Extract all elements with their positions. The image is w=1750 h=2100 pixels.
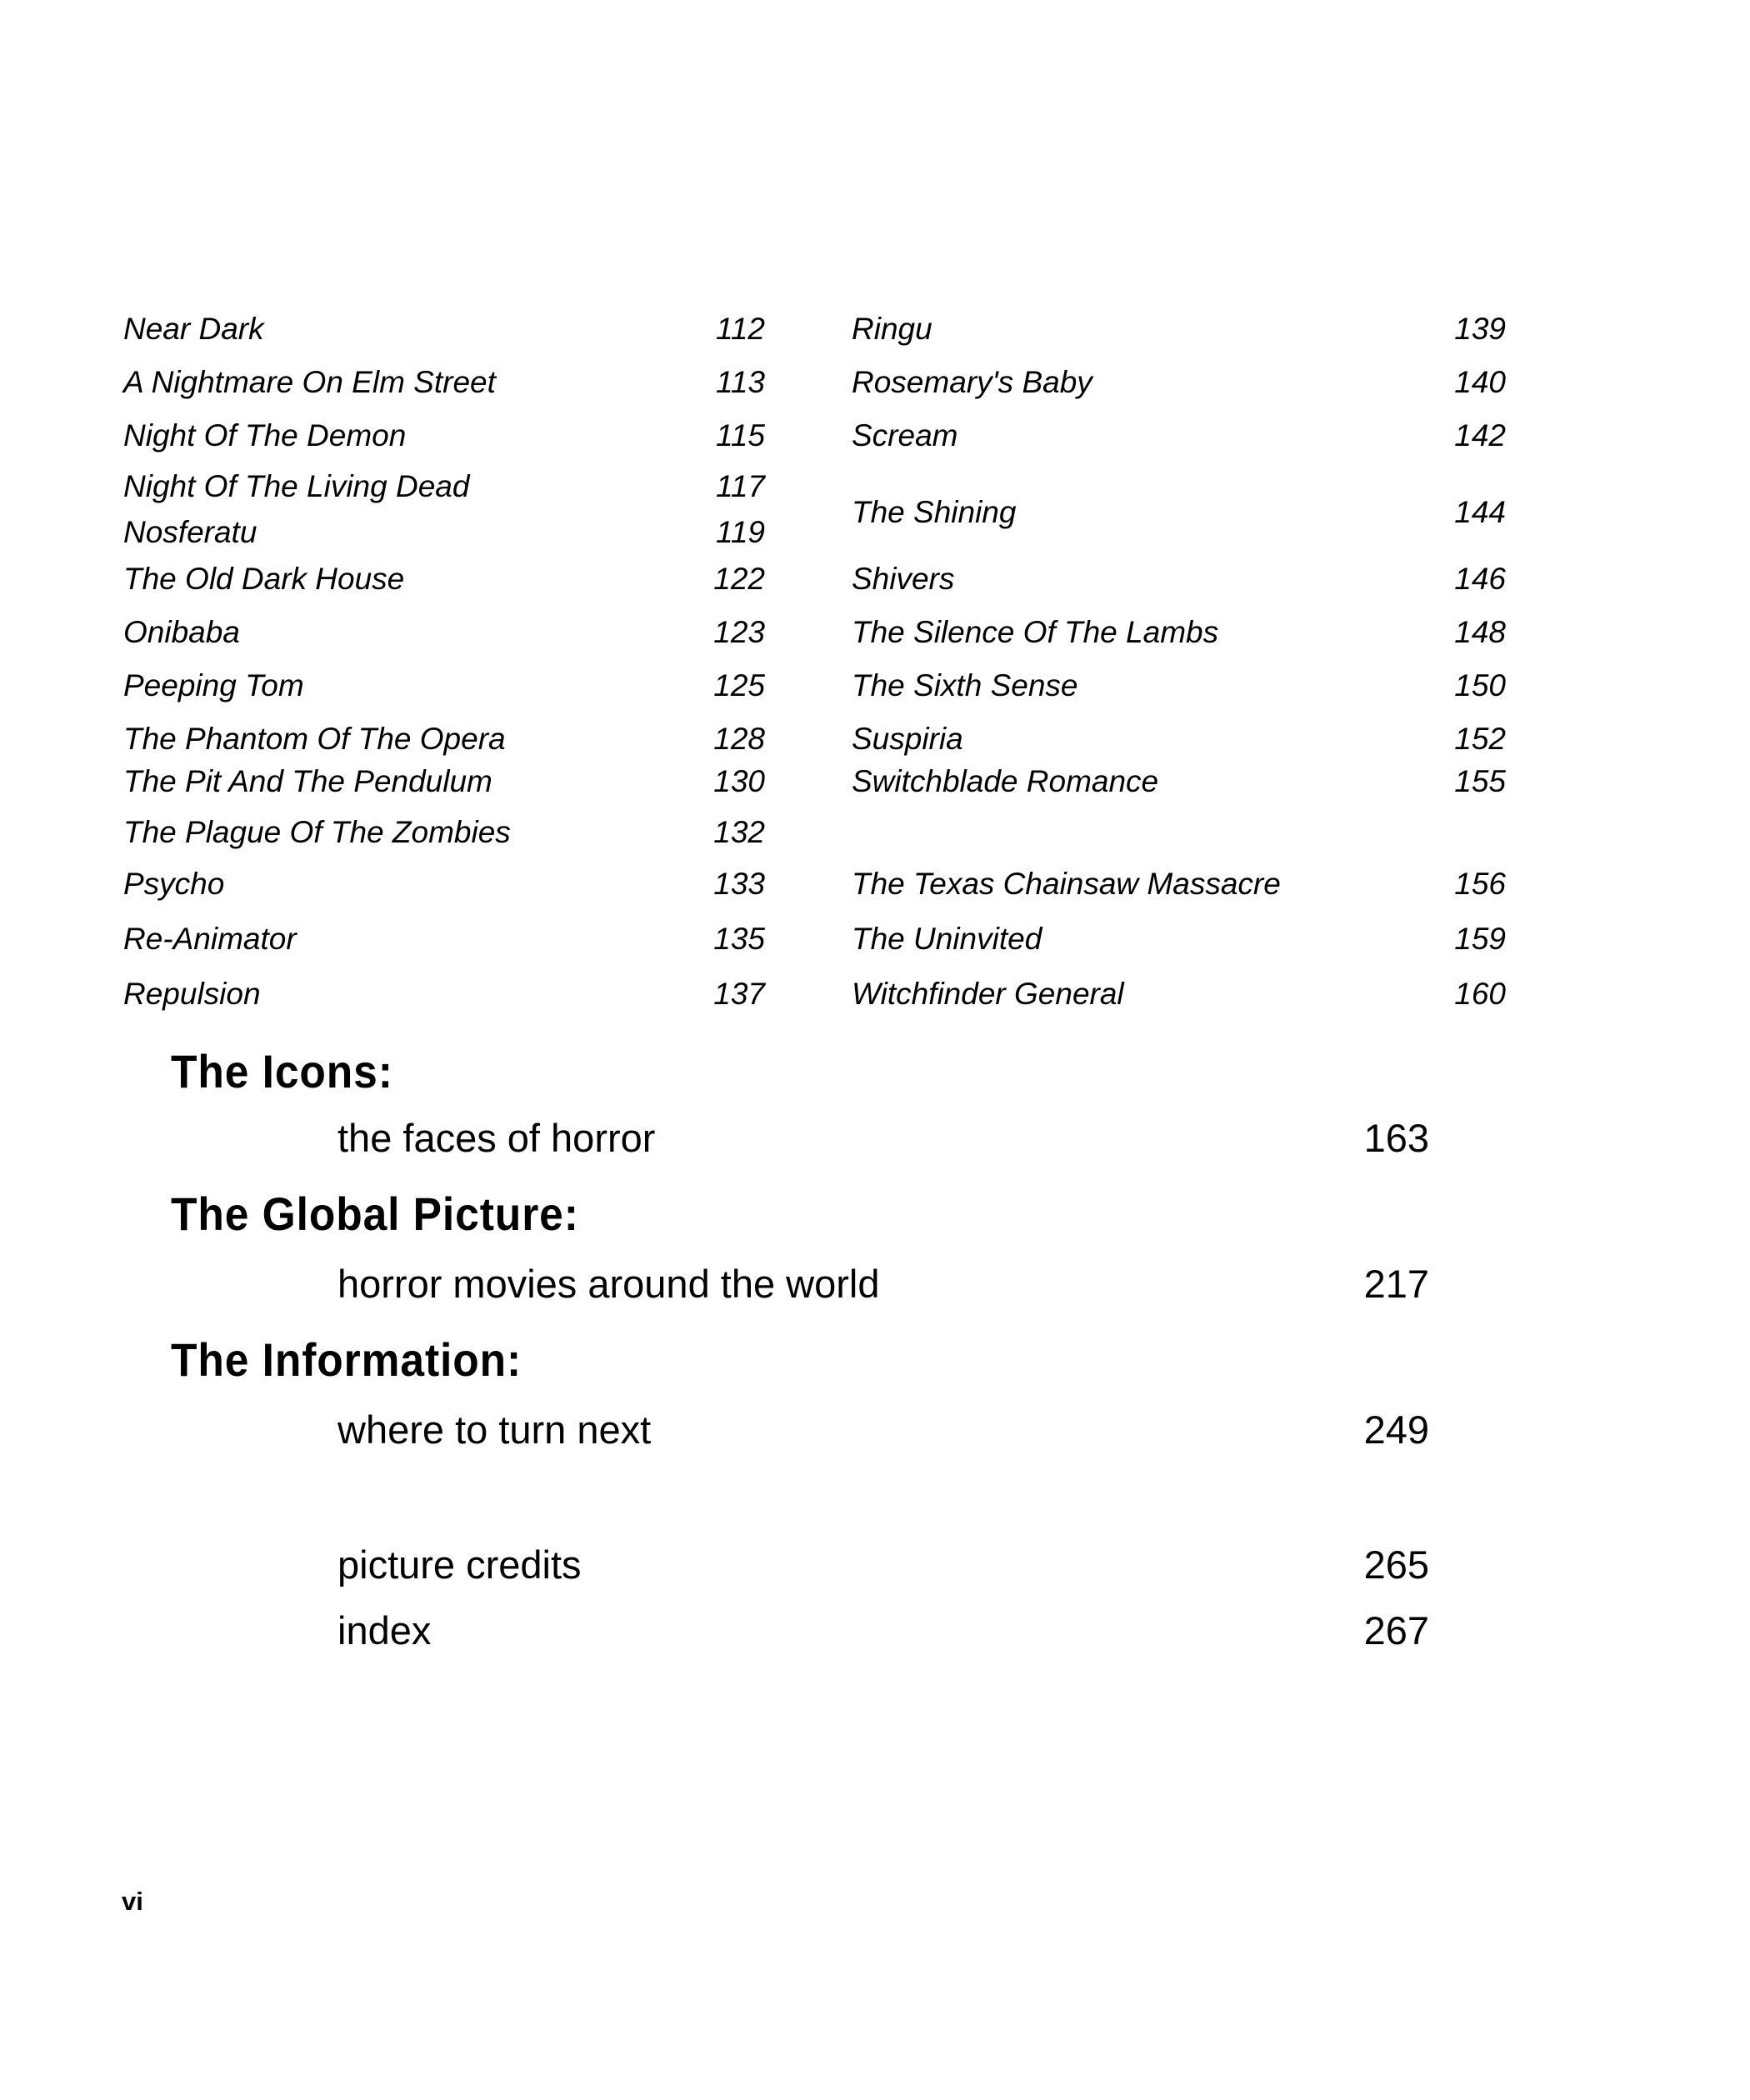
section-entry-page-number: 163 [1363, 1116, 1429, 1160]
back-matter-page-number: 267 [1363, 1608, 1429, 1652]
entry-page-number: 144 [1454, 495, 1506, 529]
contents-entry [852, 492, 1518, 533]
entry-page-number: 135 [713, 922, 765, 956]
entry-title: Nosferatu [123, 515, 258, 549]
entry-title: Scream [852, 418, 958, 452]
entry-page-number: 160 [1454, 977, 1506, 1011]
contents-entry [852, 761, 1518, 802]
contents-entry [852, 308, 1518, 350]
contents-entry [123, 665, 773, 707]
entry-page-number: 150 [1454, 668, 1506, 702]
entry-page-number: 133 [713, 867, 765, 901]
contents-entry [852, 718, 1518, 760]
back-matter-entry [338, 1538, 1429, 1592]
entry-page-number: 140 [1454, 365, 1506, 399]
contents-entry [123, 362, 773, 403]
contents-entry [852, 612, 1518, 653]
entry-title: The Sixth Sense [852, 668, 1078, 702]
entry-title: Re-Animator [123, 922, 297, 956]
entry-title: Switchblade Romance [852, 764, 1159, 798]
back-matter-label: picture credits [338, 1542, 582, 1587]
section-entry [338, 1257, 1429, 1312]
back-matter-entry [338, 1603, 1429, 1658]
entry-page-number: 112 [716, 312, 765, 346]
entry-title: Witchfinder General [852, 977, 1124, 1011]
entry-page-number: 128 [713, 722, 765, 756]
section-heading: The Information: [171, 1333, 522, 1386]
entry-page-number: 130 [713, 764, 765, 798]
page-folio: vi [122, 1887, 143, 1916]
entry-title: The Silence Of The Lambs [852, 615, 1219, 649]
entry-page-number: 155 [1454, 764, 1506, 798]
back-matter-page-number: 265 [1363, 1542, 1429, 1587]
entry-title: The Plague Of The Zombies [123, 815, 511, 849]
entry-page-number: 119 [716, 515, 765, 549]
contents-entry [123, 863, 773, 905]
contents-entry [123, 415, 773, 457]
contents-entry [123, 973, 773, 1015]
entry-title: Ringu [852, 312, 932, 346]
entry-page-number: 159 [1454, 922, 1506, 956]
section-entry-label: the faces of horror [338, 1116, 656, 1160]
contents-entry [123, 918, 773, 960]
section-heading: The Icons: [171, 1045, 393, 1098]
entry-page-number: 117 [716, 469, 765, 503]
entry-page-number: 139 [1454, 312, 1506, 346]
entry-title: Night Of The Living Dead [123, 469, 470, 503]
entry-title: The Shining [852, 495, 1017, 529]
entry-title: Psycho [123, 867, 225, 901]
entry-page-number: 123 [713, 615, 765, 649]
contents-entry [852, 918, 1518, 960]
section-entry [338, 1111, 1429, 1166]
section-entry-page-number: 249 [1363, 1408, 1429, 1452]
entry-page-number: 122 [713, 562, 765, 596]
entry-page-number: 156 [1454, 867, 1506, 901]
back-matter-label: index [338, 1608, 432, 1652]
entry-title: The Old Dark House [123, 562, 405, 596]
entry-page-number: 137 [713, 977, 765, 1011]
entry-title: Night Of The Demon [123, 418, 407, 452]
contents-entry [852, 863, 1518, 905]
contents-entry [123, 308, 773, 350]
entry-title: The Texas Chainsaw Massacre [852, 867, 1281, 901]
entry-page-number: 113 [716, 365, 765, 399]
contents-left-column [123, 0, 773, 1033]
entry-title: Peeping Tom [123, 668, 304, 702]
entry-title: Onibaba [123, 615, 240, 649]
entry-page-number: 148 [1454, 615, 1506, 649]
entry-page-number: 125 [713, 668, 765, 702]
contents-entry [852, 665, 1518, 707]
contents-entry [123, 512, 773, 553]
entry-title: The Phantom Of The Opera [123, 722, 506, 756]
section-entry [338, 1402, 1429, 1458]
section-entry-label: where to turn next [338, 1408, 652, 1452]
entry-title: The Pit And The Pendulum [123, 764, 492, 798]
contents-entry [852, 558, 1518, 600]
entry-page-number: 132 [713, 815, 765, 849]
entry-title: Shivers [852, 562, 955, 596]
contents-entry [123, 612, 773, 653]
contents-entry [852, 973, 1518, 1015]
section-entry-label: horror movies around the world [338, 1262, 880, 1306]
section-heading: The Global Picture: [171, 1188, 579, 1240]
entry-title: Repulsion [123, 977, 261, 1011]
entry-page-number: 142 [1454, 418, 1506, 452]
entry-page-number: 152 [1454, 722, 1506, 756]
contents-entry [852, 415, 1518, 457]
entry-title: A Nightmare On Elm Street [123, 365, 496, 399]
entry-title: Suspiria [852, 722, 963, 756]
section-entry-page-number: 217 [1363, 1262, 1429, 1306]
contents-entry [123, 761, 773, 802]
entry-title: The Uninvited [852, 922, 1042, 956]
contents-entry [123, 812, 773, 853]
entry-title: Rosemary's Baby [852, 365, 1092, 399]
contents-entry [852, 362, 1518, 403]
contents-entry [123, 558, 773, 600]
contents-entry [123, 466, 773, 508]
entry-page-number: 146 [1454, 562, 1506, 596]
entry-title: Near Dark [123, 312, 264, 346]
contents-right-column [852, 0, 1518, 1033]
contents-entry [123, 718, 773, 760]
entry-page-number: 115 [716, 418, 765, 452]
